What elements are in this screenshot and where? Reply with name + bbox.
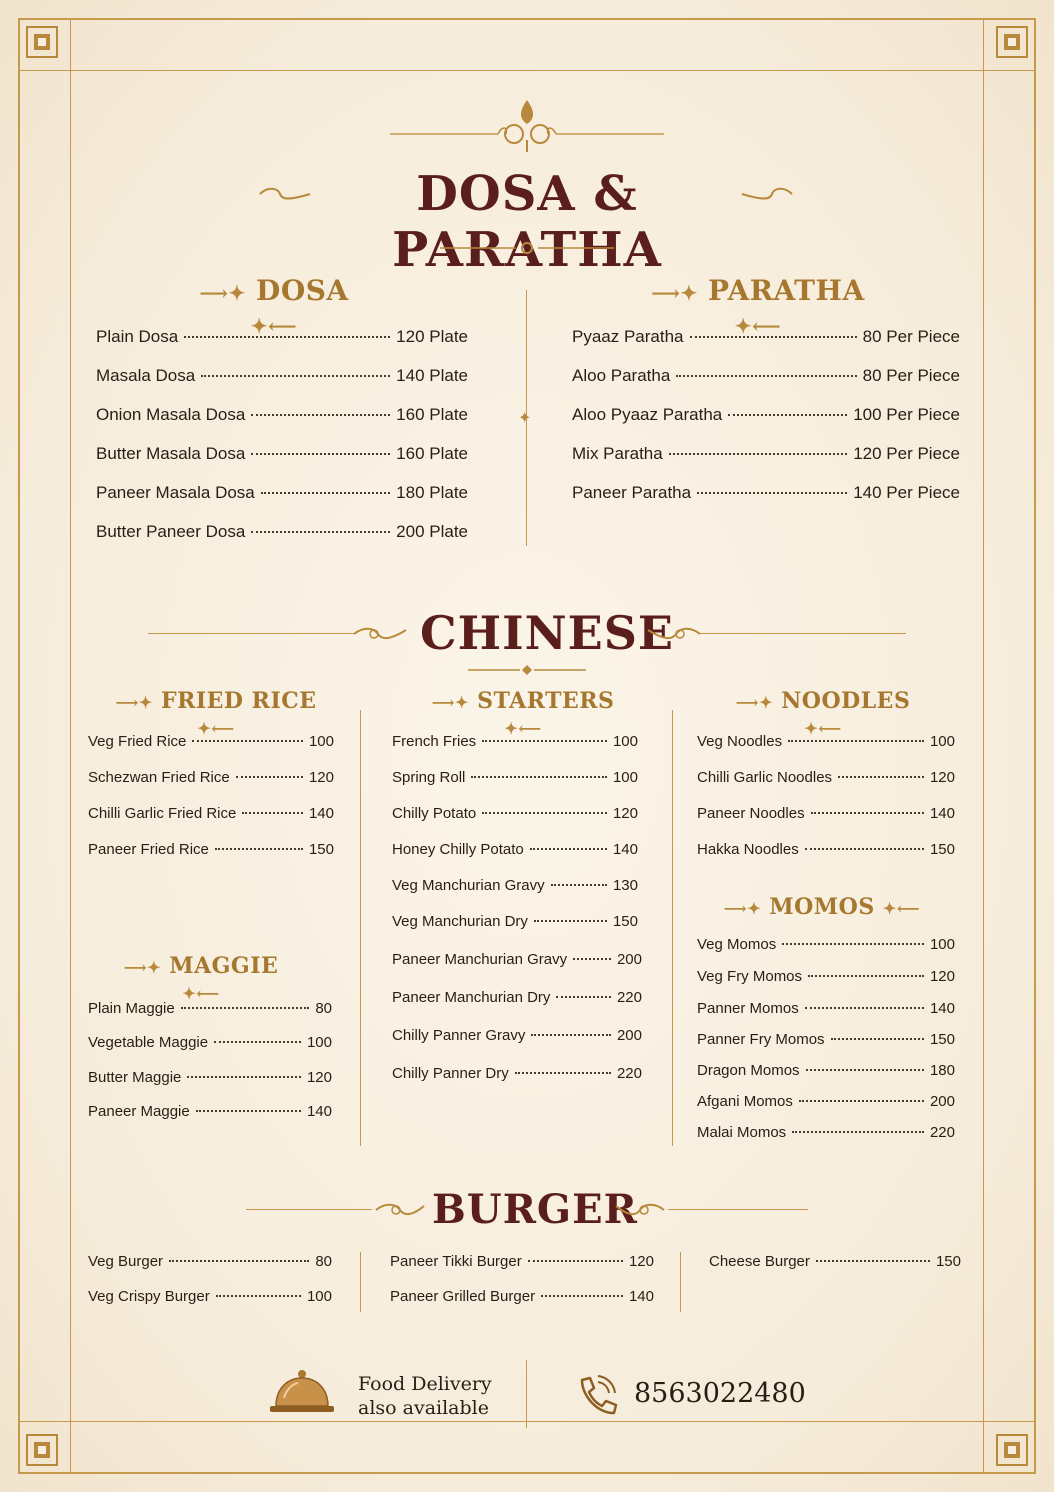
item-price: 100 [612,733,638,750]
leader-dots [551,884,607,886]
menu-item [392,769,638,786]
item-price: 150 [929,841,955,858]
menu-item [697,1124,955,1141]
item-name: Onion Masala Dosa [96,405,246,424]
item-name: Veg Noodles [697,733,783,750]
menu-item [697,1062,955,1079]
item-price: 120 [308,769,334,786]
chinese-swirl-left [350,622,410,646]
chinese-title: CHINESE [420,606,674,660]
menu-item [697,936,955,953]
delivery-line-2: also available [358,1397,489,1419]
menu-item [88,805,334,822]
footer-divider [526,1360,527,1428]
item-price: 120 [929,769,955,786]
leader-dots [534,920,607,922]
menu-item [88,1103,332,1120]
arrow-ornament-icon: ⟶✦ [651,281,698,305]
menu-item [392,877,638,894]
item-price: 200 [616,1027,642,1044]
leader-dots [728,414,847,416]
menu-item [697,1093,955,1110]
menu-item [392,805,638,822]
item-price: 80 Per Piece [862,366,960,385]
arrow-ornament-icon: ✦⟵ [734,314,782,338]
item-price: 130 [612,877,638,894]
item-price: 100 [612,769,638,786]
item-name: Afgani Momos [697,1093,793,1110]
menu-item [96,483,468,503]
arrow-ornament-icon: ⟶✦ [723,899,762,918]
delivery-note [358,1372,492,1420]
leader-dots [531,1034,611,1036]
item-price: 100 [308,733,334,750]
chinese-rule-right [700,633,906,634]
item-price: 80 [315,1000,332,1017]
item-price: 100 [306,1034,332,1051]
item-price: 220 [616,1065,642,1082]
item-price: 140 [306,1103,332,1120]
momos-heading-label: MOMOS [769,894,875,920]
leader-dots [782,943,924,945]
leader-dots [242,812,303,814]
leader-dots [690,336,857,338]
chinese-divider-left [360,710,361,1146]
chinese-underline-ornament [466,662,588,678]
item-price: 200 Plate [396,522,468,541]
menu-item [88,1253,332,1270]
menu-item [88,733,334,750]
item-name: Panner Momos [697,1000,799,1017]
burger-rule-left [246,1209,372,1210]
item-name: Veg Manchurian Dry [392,913,528,930]
corner-ornament-top-left [20,20,64,64]
leader-dots [216,1295,301,1297]
menu-item [392,733,638,750]
item-price: 150 [308,841,334,858]
item-price: 120 [306,1069,332,1086]
item-name: Chilly Potato [392,805,477,822]
noodles-heading-label: NOODLES [781,688,911,714]
menu-item [88,841,334,858]
leader-dots [799,1100,924,1102]
menu-item [96,522,468,542]
item-price: 160 Plate [396,405,468,424]
item-price: 100 Per Piece [853,405,960,424]
item-price: 160 Plate [396,444,468,463]
item-price: 120 [628,1253,654,1270]
burger-swirl-right [612,1198,668,1222]
menu-item [88,769,334,786]
menu-item [88,1000,332,1017]
item-name: Panner Fry Momos [697,1031,825,1048]
leader-dots [187,1076,301,1078]
menu-item [697,733,955,750]
item-name: Veg Burger [88,1253,164,1270]
item-price: 140 Plate [396,366,468,385]
leader-dots [214,1041,301,1043]
item-name: Cheese Burger [709,1253,810,1270]
leader-dots [236,776,303,778]
item-name: Honey Chilly Potato [392,841,524,858]
menu-item [392,989,642,1006]
burger-title: BURGER [432,1186,638,1233]
leader-dots [251,531,390,533]
leader-dots [169,1260,309,1262]
leader-dots [261,492,390,494]
burger-swirl-left [372,1198,428,1222]
phone-icon [574,1374,618,1418]
item-price: 200 [929,1093,955,1110]
item-price: 140 [929,1000,955,1017]
arrow-ornament-icon: ✦⟵ [182,984,220,1003]
menu-item [96,405,468,425]
maggie-heading-label: MAGGIE [169,953,279,979]
menu-item [697,968,955,985]
menu-item [96,327,468,347]
phone-number[interactable]: 8563022480 [634,1378,806,1409]
item-price: 120 [612,805,638,822]
item-name: Paneer Noodles [697,805,805,822]
item-price: 80 Per Piece [862,327,960,346]
arrow-ornament-icon: ✦⟵ [250,314,298,338]
menu-item [572,405,960,425]
arrow-ornament-icon: ✦⟵ [197,719,235,738]
leader-dots [541,1295,623,1297]
leader-dots [515,1072,611,1074]
corner-ornament-bottom-right [990,1428,1034,1472]
burger-rule-right [668,1209,808,1210]
title-underline-ornament [436,238,618,258]
item-price: 100 [929,936,955,953]
item-name: Veg Fry Momos [697,968,803,985]
item-price: 80 [315,1253,332,1270]
item-name: Chilly Panner Gravy [392,1027,526,1044]
leader-dots [530,848,607,850]
item-name: Paneer Masala Dosa [96,483,255,502]
item-name: Plain Dosa [96,327,179,346]
arrow-ornament-icon: ✦⟵ [804,719,842,738]
leader-dots [669,453,848,455]
item-name: Veg Momos [697,936,777,953]
leader-dots [788,740,924,742]
item-name: French Fries [392,733,477,750]
leader-dots [196,1110,301,1112]
menu-item [96,444,468,464]
item-name: Butter Masala Dosa [96,444,246,463]
menu-item [392,951,642,968]
maggie-heading [106,953,296,1005]
leader-dots [471,776,607,778]
menu-item [88,1034,332,1051]
leader-dots [792,1131,924,1133]
item-price: 220 [929,1124,955,1141]
item-name: Paneer Fried Rice [88,841,209,858]
leader-dots [528,1260,623,1262]
item-name: Aloo Paratha [572,366,671,385]
burger-divider-left [360,1252,361,1312]
arrow-ornament-icon: ✦⟵ [882,899,921,918]
item-name: Mix Paratha [572,444,663,463]
arrow-ornament-icon: ⟶✦ [115,693,153,712]
paratha-heading-label: PARATHA [707,274,865,307]
corner-ornament-bottom-left [20,1428,64,1472]
menu-item [572,483,960,503]
menu-item [572,327,960,347]
item-name: Pyaaz Paratha [572,327,684,346]
leader-dots [251,453,390,455]
main-title: DOSA & PARATHA [392,166,662,278]
menu-item [697,805,955,822]
leader-dots [697,492,847,494]
item-price: 140 [929,805,955,822]
leader-dots [181,1007,310,1009]
item-name: Paneer Manchurian Gravy [392,951,568,968]
menu-item [392,1027,642,1044]
item-price: 140 [612,841,638,858]
item-price: 120 Plate [396,327,468,346]
leader-dots [816,1260,930,1262]
item-price: 200 [616,951,642,968]
chinese-rule-left [148,633,354,634]
leader-dots [184,336,390,338]
item-price: 220 [616,989,642,1006]
leader-dots [805,848,924,850]
menu-item [390,1253,654,1270]
item-name: Butter Maggie [88,1069,182,1086]
leader-dots [573,958,611,960]
item-name: Dragon Momos [697,1062,800,1079]
item-name: Veg Crispy Burger [88,1288,210,1305]
menu-item [390,1288,654,1305]
chinese-swirl-right [644,622,704,646]
arrow-ornament-icon: ⟶✦ [431,693,469,712]
item-name: Hakka Noodles [697,841,799,858]
title-swirl-right [738,182,796,206]
item-name: Chilli Garlic Fried Rice [88,805,237,822]
item-name: Paneer Maggie [88,1103,190,1120]
menu-item [697,841,955,858]
leader-dots [215,848,303,850]
item-price: 140 Per Piece [853,483,960,502]
chinese-divider-right [672,710,673,1146]
menu-item [96,366,468,386]
item-name: Paneer Grilled Burger [390,1288,536,1305]
item-name: Veg Fried Rice [88,733,187,750]
menu-item [709,1253,961,1270]
item-name: Veg Manchurian Gravy [392,877,545,894]
corner-ornament-top-right [990,20,1034,64]
arrow-ornament-icon: ⟶✦ [735,693,774,712]
item-price: 120 [929,968,955,985]
leader-dots [201,375,390,377]
leader-dots [838,776,924,778]
item-name: Aloo Pyaaz Paratha [572,405,723,424]
item-name: Malai Momos [697,1124,787,1141]
menu-item [697,1031,955,1048]
delivery-line-1: Food Delivery [358,1373,492,1395]
leader-dots [808,975,924,977]
item-price: 100 [929,733,955,750]
arrow-ornament-icon: ⟶✦ [199,281,246,305]
item-name: Butter Paneer Dosa [96,522,246,541]
menu-item [572,366,960,386]
divider-diamond-icon: ✦ [518,410,532,427]
item-price: 180 [929,1062,955,1079]
fried-rice-heading-label: FRIED RICE [160,688,317,714]
item-name: Plain Maggie [88,1000,175,1017]
leader-dots [811,812,924,814]
momos-heading [722,894,922,920]
item-name: Schezwan Fried Rice [88,769,230,786]
leader-dots [676,375,856,377]
leader-dots [482,740,607,742]
item-name: Paneer Tikki Burger [390,1253,522,1270]
arrow-ornament-icon: ✦⟵ [504,719,542,738]
menu-item [392,913,638,930]
item-name: Chilli Garlic Noodles [697,769,833,786]
menu-item [392,841,638,858]
menu-item [392,1065,642,1082]
item-price: 150 [929,1031,955,1048]
item-name: Masala Dosa [96,366,196,385]
item-name: Vegetable Maggie [88,1034,209,1051]
leader-dots [806,1069,924,1071]
leader-dots [251,414,390,416]
menu-item [572,444,960,464]
top-flourish-ornament [380,96,674,156]
item-price: 150 [612,913,638,930]
leader-dots [192,740,303,742]
cloche-icon [266,1366,338,1420]
arrow-ornament-icon: ⟶✦ [123,958,162,977]
menu-item [697,769,955,786]
item-price: 120 Per Piece [853,444,960,463]
item-price: 150 [935,1253,961,1270]
menu-item [88,1069,332,1086]
item-name: Chilly Panner Dry [392,1065,509,1082]
dosa-heading-label: DOSA [256,274,349,307]
leader-dots [831,1038,924,1040]
burger-divider-right [680,1252,681,1312]
item-price: 100 [306,1288,332,1305]
starters-heading-label: STARTERS [477,688,615,714]
item-price: 140 [628,1288,654,1305]
item-price: 180 Plate [396,483,468,502]
menu-item [88,1288,332,1305]
leader-dots [556,996,611,998]
item-price: 140 [308,805,334,822]
item-name: Spring Roll [392,769,466,786]
item-name: Paneer Paratha [572,483,692,502]
leader-dots [482,812,607,814]
leader-dots [805,1007,924,1009]
item-name: Paneer Manchurian Dry [392,989,551,1006]
menu-item [697,1000,955,1017]
